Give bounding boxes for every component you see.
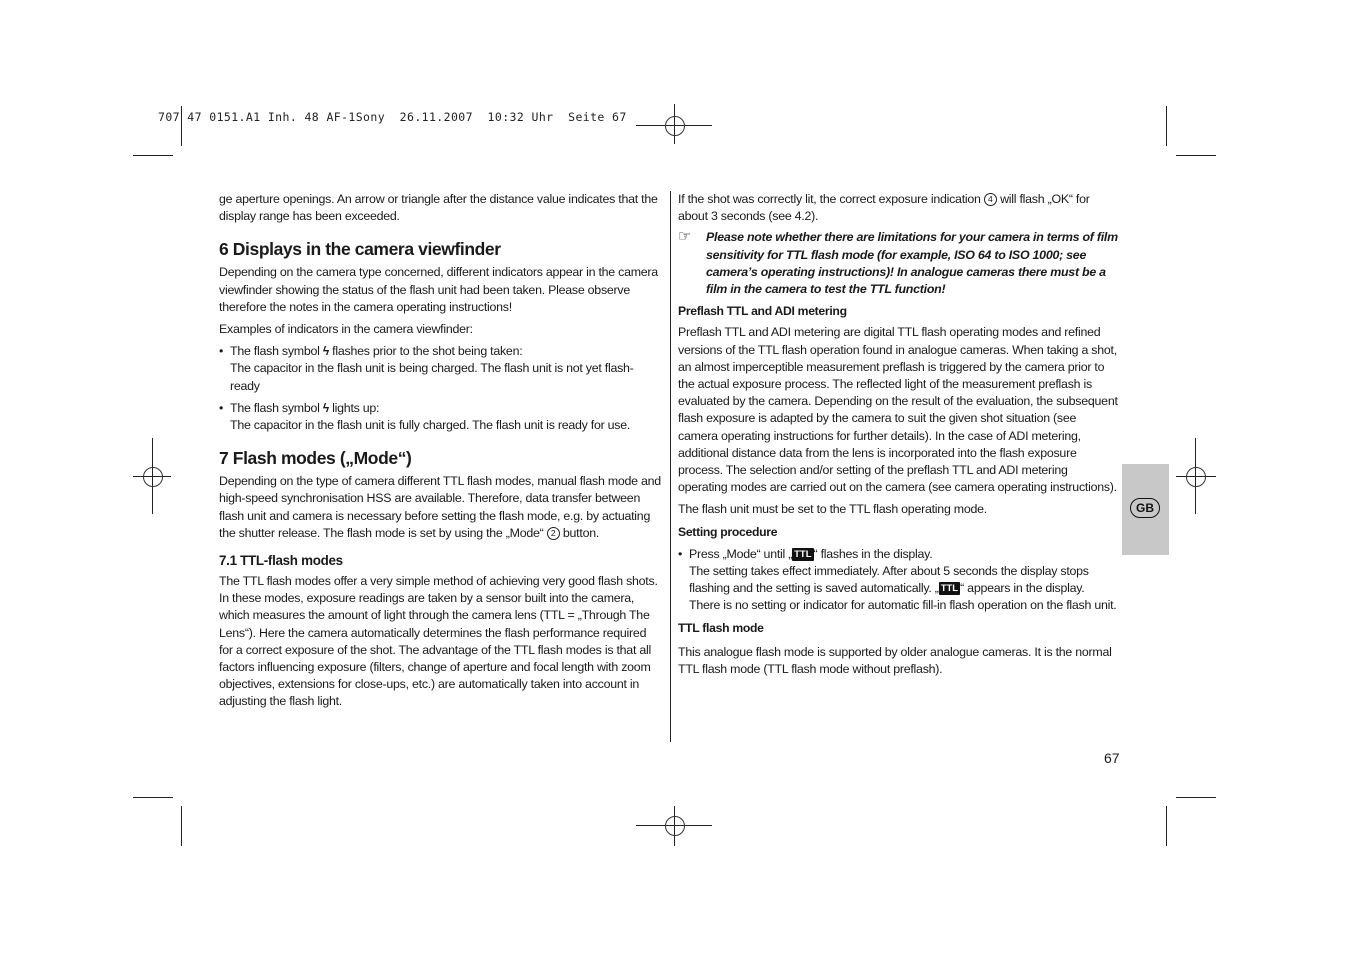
- section-6-paragraph: Depending on the camera type concerned, different indicators appear in the camera viewfinder showing the status of the flash unit had been taken. Please observe therefore the notes in the camera operating instructions!: [219, 265, 658, 314]
- note-text: Please note whether there are limitations for your camera in terms of film sensitivity for TTL flash mode (for example, ISO 64 to ISO 1000; see camera’s operating instructions)! In analogue cameras there must be a film in the camera to test the TTL function!: [706, 230, 1118, 297]
- bullet-item: [219, 400, 661, 434]
- left-column: [219, 191, 661, 711]
- bullet-dot: •: [678, 546, 683, 561]
- section-7-heading: 7 Flash modes („Mode“): [219, 448, 412, 469]
- gb-badge: GB: [1130, 498, 1160, 518]
- bullet-detail: The capacitor in the flash unit is fully charged. The flash unit is ready for use.: [230, 418, 631, 433]
- intro-paragraph: ge aperture openings. An arrow or triangle after the distance value indicates that the display range has been exceeded.: [219, 192, 658, 224]
- bullet-text: flashes prior to the shot being taken:: [328, 344, 523, 359]
- bullet-item: • Press „Mode“ until „ TTL “ flashes in the display. The setting takes effect immediately. After about 5 seconds the display stops flashing and the setting is saved automatically. „ TTL “ appears in the display. There is no setting or indicator for automatic fill-in flash operation on the flash unit.: [678, 546, 1117, 613]
- right-column: [678, 191, 1118, 678]
- crop-mark: [133, 155, 173, 156]
- ttl-flash-mode-heading: TTL flash mode: [678, 620, 764, 635]
- pointing-hand-icon: ☞: [678, 228, 692, 246]
- section-6-heading: 6 Displays in the camera viewfinder: [219, 239, 501, 260]
- column-divider: [670, 191, 671, 742]
- bullet-text: The flash symbol: [230, 344, 323, 359]
- flash-icon: ϟ: [322, 400, 329, 415]
- ttl-flash-mode-paragraph: This analogue flash mode is supported by older analogue cameras. It is the normal TTL flash mode (TTL flash mode without preflash).: [678, 644, 1112, 677]
- bullet-item: [219, 343, 661, 395]
- bullet-dot: •: [219, 344, 224, 359]
- preflash-paragraph: Preflash TTL and ADI metering are digital TTL flash operating modes and refined versions of the TTL flash operation found in analogue cameras. When taking a shot, an almost imperceptible measurement preflash is triggered by the camera prior to the actual exposure process. The reflected light of the measurement preflash is evaluated by the camera. Depending on the result of the evaluation, the subsequent flash exposure is adapted by the camera to suit the given shot situation (see camera operating instructions for further details). In the case of ADI metering, additional distance data from the lens is incorporated into the flash exposure process. The selection and/or setting of the preflash TTL and ADI metering operating modes are carried out on the camera (see camera operating instructions).: [678, 325, 1118, 495]
- section-7-paragraph: Depending on the type of camera different TTL flash modes, manual flash mode and high-speed synchronisation HSS are available. Therefore, data transfer between flash unit and camera is necessary before setting the flash mode, e.g. by actuating the shutter release. The flash mode is set by using the „Mode“ 2 button.: [219, 474, 661, 540]
- bullet-dot: •: [219, 400, 224, 415]
- setting-procedure-heading: Setting procedure: [678, 524, 778, 539]
- bullet-detail: The capacitor in the flash unit is being charged. The flash unit is not yet flash-ready: [230, 361, 634, 393]
- ttl-display-icon: TTL: [794, 548, 812, 560]
- page-number: 67: [1104, 750, 1120, 766]
- section-6-examples-intro: Examples of indicators in the camera viewfinder:: [219, 322, 473, 337]
- section-7-1-heading: 7.1 TTL-flash modes: [219, 553, 343, 569]
- circled-number: 2: [547, 527, 560, 540]
- preflash-paragraph-2: The flash unit must be set to the TTL flash operating mode.: [678, 502, 987, 517]
- crop-mark: [133, 797, 173, 798]
- circled-number: 4: [984, 193, 997, 206]
- ttl-display-icon: TTL: [940, 583, 959, 595]
- bullet-text: lights up:: [328, 400, 380, 415]
- print-slug: 707 47 0151.A1 Inh. 48 AF-1Sony 26.11.2007 10:32 Uhr Seite 67: [158, 110, 627, 124]
- crop-mark: [1166, 806, 1167, 846]
- crop-mark: [1166, 106, 1167, 146]
- flash-icon: ϟ: [322, 344, 329, 359]
- language-tab: [1122, 464, 1169, 555]
- section-7-1-paragraph: The TTL flash modes offer a very simple method of achieving very good flash shots. In these modes, exposure readings are taken by a sensor built into the camera, which measures the amount of light through the camera lens (TTL = „Through The Lens“). Here the camera automatically determines the flash performance required for a correct exposure of the shot. The advantage of the TTL flash modes is that all factors influencing exposure (filters, change of aperture and focal length with zoom objectives, extensions for close-ups, etc.) are automatically taken into account in adjusting the flash light.: [219, 574, 658, 709]
- bullet-text: The flash symbol: [230, 400, 323, 415]
- crop-mark: [1176, 797, 1216, 798]
- exposure-ok-paragraph: If the shot was correctly lit, the correct exposure indication 4 will flash „OK“ for about 3 seconds (see 4.2).: [678, 192, 1090, 224]
- note-block: [678, 229, 1118, 298]
- crop-mark: [1176, 155, 1216, 156]
- preflash-heading: Preflash TTL and ADI metering: [678, 304, 847, 319]
- crop-mark: [181, 806, 182, 846]
